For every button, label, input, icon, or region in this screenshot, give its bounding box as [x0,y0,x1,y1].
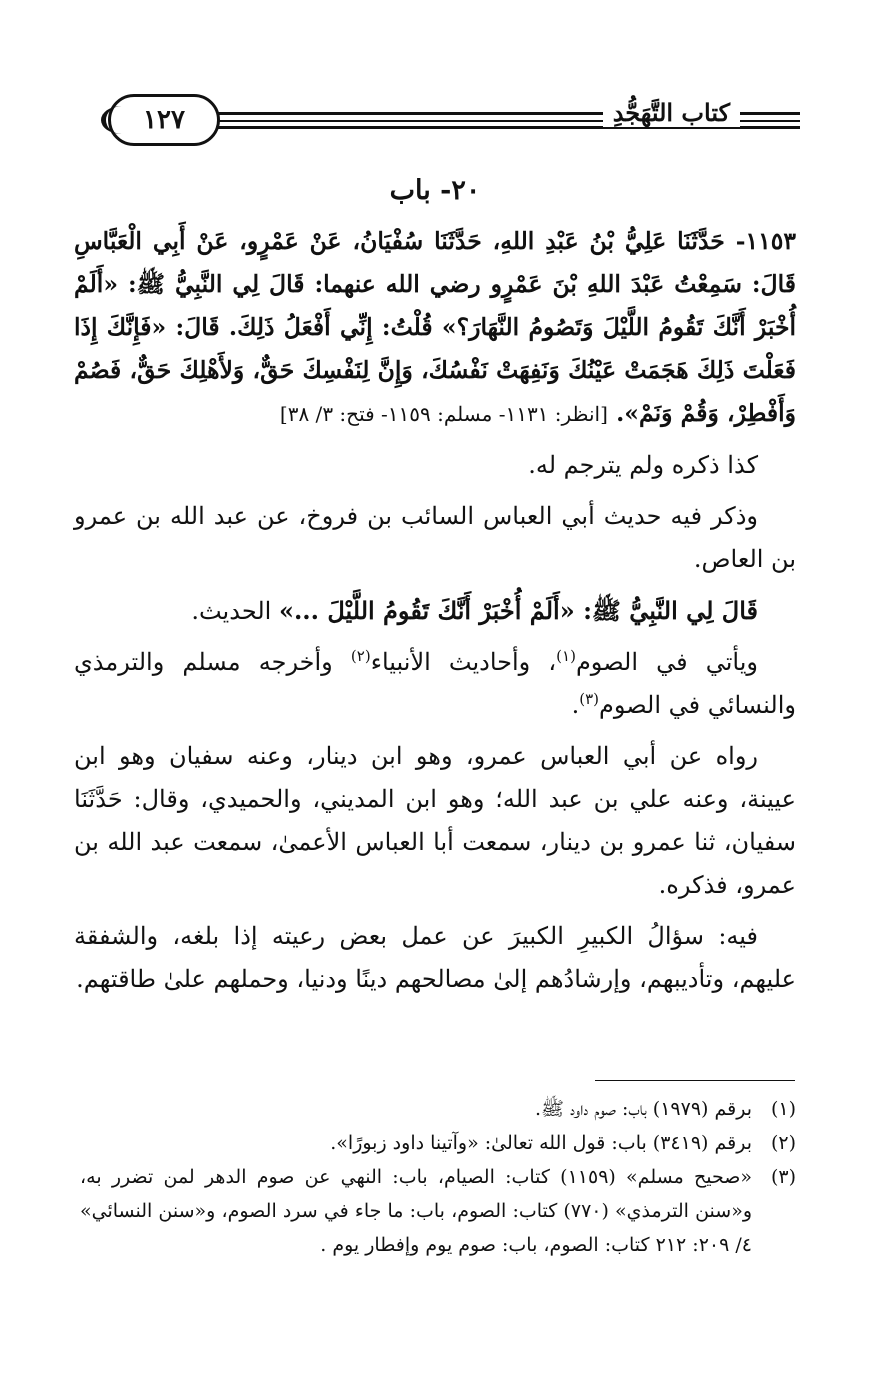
footnote [80,1160,796,1262]
footnote-number: (٢) [770,1132,796,1154]
footnote [80,1126,796,1160]
hadith-body: ١١٥٣- حَدَّثَنَا عَلِيُّ بْنُ عَبْدِ اللهِ، حَدَّثَنَا سُفْيَانُ، عَنْ عَمْرٍو، عَنْ أَبِي الْعَبَّاسِ قَالَ: سَمِعْتُ عَبْدَ اللهِ بْنَ عَمْرٍو رضي الله عنهما: قَالَ لِي النَّبِيُّ ﷺ: «أَلَمْ أُخْبَرْ أَنَّكَ تَقُومُ اللَّيْلَ وَتَصُومُ النَّهَارَ؟» قُلْتُ: إِنِّي أَفْعَلُ ذَلِكَ. قَالَ: «فَإِنَّكَ إِذَا فَعَلْتَ ذَلِكَ هَجَمَتْ عَيْنُكَ وَنَفِهَتْ نَفْسُكَ، وَإِنَّ لِنَفْسِكَ حَقٌّ، وَلأَهْلِكَ حَقٌّ، فَصُمْ وَأَفْطِرْ، وَقُمْ وَنَمْ». [74,227,796,427]
main-text [74,175,796,1001]
hadith-text [74,220,796,436]
footnote-text: برقم (٣٤١٩) باب: قول الله تعالىٰ: «وآتينا داود زبورًا». [330,1132,752,1154]
paragraph: كذا ذكره ولم يترجم له. [528,451,758,479]
footnote-marker[interactable]: (٣) [579,690,599,708]
footnote-marker[interactable]: (٢) [350,647,371,665]
hadith-reference: [انظر: ١١٣١- مسلم: ١١٥٩- فتح: ٣/ ٣٨] [279,402,608,426]
footnotes [80,1092,796,1262]
quote-bold: قَالَ لِي النَّبِيُّ ﷺ: «أَلَمْ أُخْبَرْ أَنَّكَ تَقُومُ اللَّيْلَ ...» [278,596,758,625]
text-run: ويأتي في الصوم [575,648,758,676]
text-run: ، وأحاديث الأنبياء [370,648,557,676]
footnote-separator [595,1080,795,1081]
footnote-text: برقم (١٩٧٩) باب: صوم داود ﷺ. [534,1098,752,1120]
footnote-number: (١) [770,1098,796,1120]
running-title: كتاب التَّهَجُّدِ [603,98,740,127]
paragraph: رواه عن أبي العباس عمرو، وهو ابن دينار، وعنه سفيان وهو ابن عيينة، وعنه علي بن عبد الله؛ وهو ابن المديني، والحميدي، وقال: حَدَّثَنَا سفيان، ثنا عمرو بن دينار، سمعت أبا العباس الأعمىٰ، سمعت عبد الله بن عمرو، فذكره. [74,742,796,899]
footnote-number: (٣) [770,1166,796,1188]
quote-tail: الحديث. [191,597,279,625]
chapter-title: ٢٠- باب [389,175,481,206]
page-header [70,90,800,150]
paragraph: وذكر فيه حديث أبي العباس السائب بن فروخ، عن عبد الله بن عمرو بن العاص. [74,502,796,573]
quote-paragraph [74,589,796,633]
page-number: ١٢٧ [108,94,220,146]
paragraph-with-notes [74,641,796,727]
paragraph: فيه: سؤالُ الكبيرِ الكبيرَ عن عمل بعض رعيته إذا بلغه، والشفقة عليهم، وتأديبهم، وإرشادُهم إلىٰ مصالحهم دينًا ودنيا، وحملهم علىٰ طاقتهم. [74,922,796,993]
footnote [80,1092,796,1126]
footnote-text: «صحيح مسلم» (١١٥٩) كتاب: الصيام، باب: النهي عن صوم الدهر لمن تضرر به، و«سنن الترمذي» (٧٧٠) كتاب: الصوم، باب: ما جاء في سرد الصوم، و«سنن النسائي» ٤/ ٢٠٩: ٢١٢ كتاب: الصوم، باب: صوم يوم وإفطار يوم . [80,1166,753,1256]
text-run: . [571,691,580,719]
footnote-marker[interactable]: (١) [556,647,576,665]
text-run: وأخرجه مسلم والترمذي والنسائي في الصوم [74,648,796,719]
